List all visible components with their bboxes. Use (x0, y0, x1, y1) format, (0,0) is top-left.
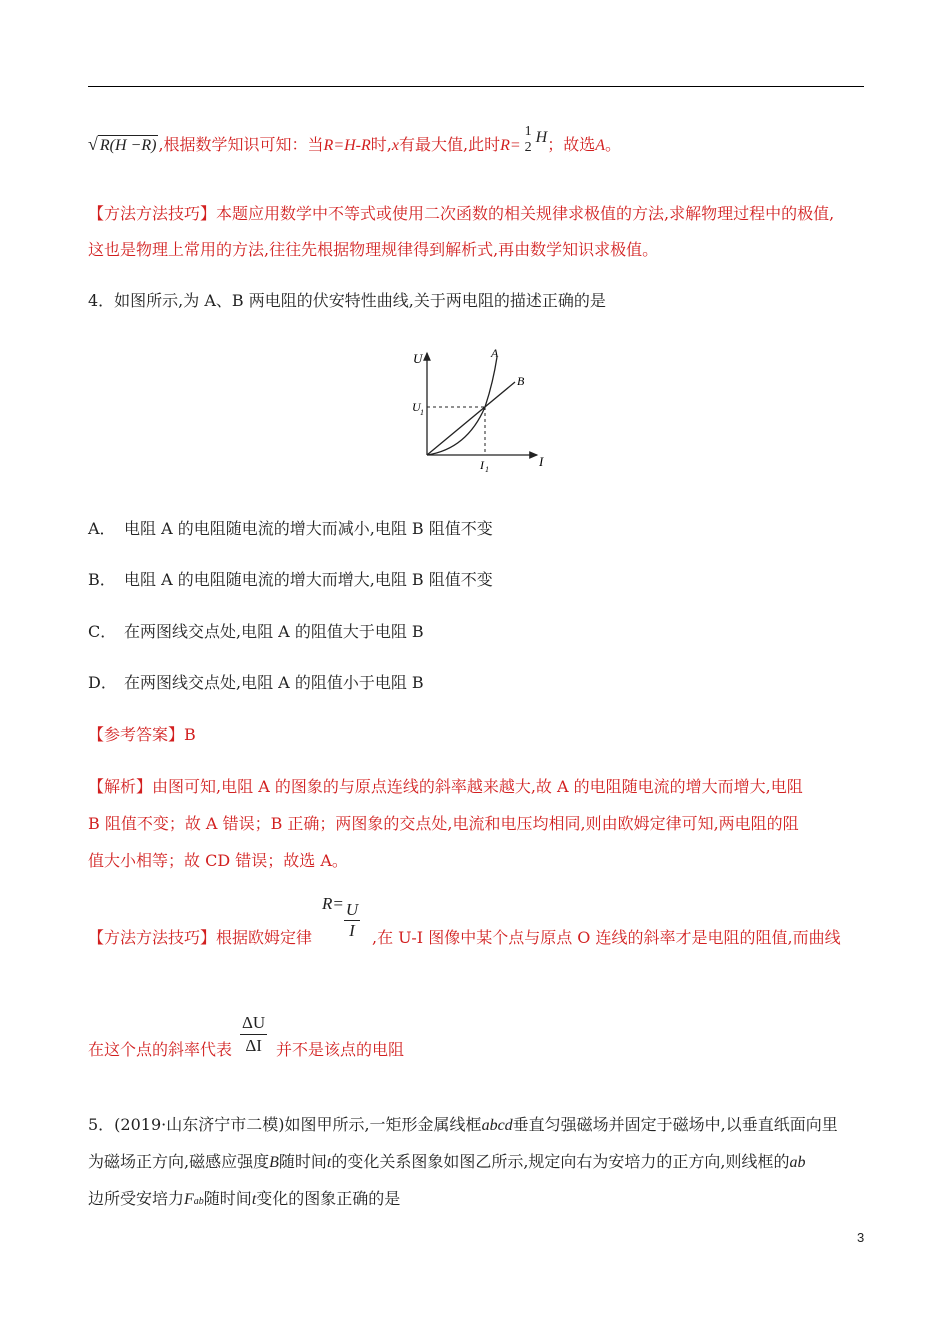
option-d: D． 在两图线交点处,电阻 A 的阻值小于电阻 B (88, 673, 424, 692)
analysis-label: 【解析】 (88, 777, 153, 796)
q5-line2: 为磁场正方向,磁感应强度B随时间t的变化关系图象如图乙所示,规定向右为安培力的正方向,则线框的ab (88, 1152, 806, 1171)
u1-label: U (412, 400, 421, 414)
q4-method-line2b: 并不是该点的电阻 (276, 1040, 405, 1059)
q3-method-line1: 【方法方法技巧】本题应用数学中不等式或使用二次函数的相关规律求极值的方法,求解物理过程中的极值, (88, 204, 835, 223)
u1-subscript: 1 (420, 408, 424, 417)
half-fraction: 1 2 (524, 123, 532, 155)
delta-ratio: $\frac{\Delta U}{\Delta I}$ (242, 1013, 266, 1055)
q3-text1: ,根据数学知识可知：当 (158, 135, 324, 154)
sqrt-expression: R(H −R) (99, 137, 157, 154)
curve-b-label: B (517, 374, 525, 388)
u-axis-label: U (413, 351, 423, 366)
q4-method-line1: 【方法方法技巧】根据欧姆定律 (88, 928, 313, 947)
curve-a-label: A (491, 346, 499, 360)
q3-text4: ；故选 (547, 135, 596, 154)
method-label: 【方法方法技巧】 (88, 928, 217, 947)
analysis-line1: 【解析】由图可知,电阻 A 的图象的与原点连线的斜率越来越大,故 A 的电阻随电流的增大而增大,电阻 (88, 777, 803, 796)
q5-line1: 5．(2019·山东济宁市二模)如图甲所示,一矩形金属线框abcd垂直匀强磁场并固定于磁场中,以垂直纸面向里 (88, 1115, 838, 1134)
q3-r-is: R= (500, 137, 521, 154)
page-number: 3 (857, 1230, 865, 1245)
analysis-line2: B 阻值不变；故 A 错误；B 正确；两图象的交点处,电流和电压均相同,则由欧姆定律可知,两电阻的阻 (88, 814, 799, 833)
reference-answer: 【参考答案】B (88, 725, 196, 744)
q3-h-var: H (535, 129, 548, 146)
i1-label: I (480, 458, 484, 472)
q4-method-line2: 在这个点的斜率代表 (88, 1040, 233, 1059)
curve-b (427, 382, 515, 455)
analysis-line3: 值大小相等；故 CD 错误；故选 A。 (88, 851, 348, 870)
method-label: 【方法方法技巧】 (88, 204, 217, 223)
header-rule (88, 86, 864, 87)
q3-conclusion-line (88, 123, 622, 156)
sqrt-symbol: √ (88, 134, 98, 154)
q3-text2: 时, (370, 135, 392, 154)
ohm-law-formula: R= $\frac{U}{I}$ (322, 894, 359, 940)
q3-r-equation: R=H-R (323, 137, 371, 154)
q4-stem: 4．如图所示,为 A、B 两电阻的伏安特性曲线,关于两电阻的描述正确的是 (88, 291, 606, 310)
option-c: C． 在两图线交点处,电阻 A 的阻值大于电阻 B (88, 622, 424, 641)
answer-value: B (184, 725, 196, 744)
q3-end: 。 (605, 135, 622, 154)
i-axis-label: I (539, 454, 544, 469)
q4-method-line1b: ,在 U-I 图像中某个点与原点 O 连线的斜率才是电阻的阻值,而曲线 (372, 928, 841, 947)
ui-curve-figure (405, 345, 565, 475)
q3-text3: 有最大值,此时 (398, 135, 501, 154)
q3-choice: A (595, 137, 606, 154)
q3-x-var: x (391, 137, 399, 154)
option-b: B． 电阻 A 的电阻随电流的增大而增大,电阻 B 阻值不变 (88, 570, 493, 589)
i1-subscript: 1 (485, 465, 489, 474)
q5-line3: 边所受安培力Fab随时间t变化的图象正确的是 (88, 1189, 401, 1208)
option-a: A． 电阻 A 的电阻随电流的增大而减小,电阻 B 阻值不变 (88, 519, 493, 538)
q3-method-line2: 这也是物理上常用的方法,往往先根据物理规律得到解析式,再由数学知识求极值。 (88, 240, 659, 259)
